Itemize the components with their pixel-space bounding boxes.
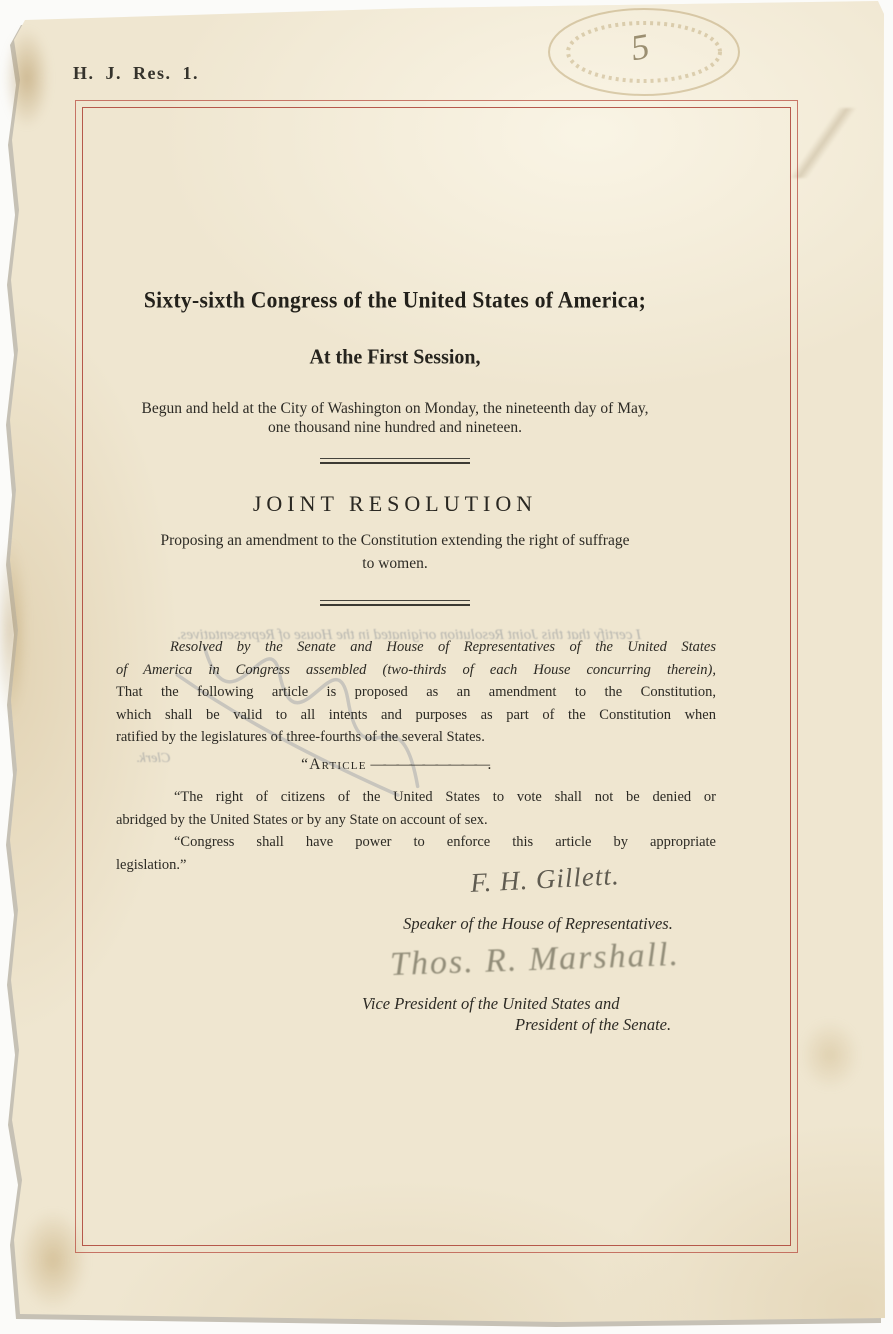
stamp-number: 5 (627, 25, 653, 69)
speaker-signature: F. H. Gillett. (469, 860, 621, 898)
vice-president-signature: Thos. R. Marshall. (389, 935, 681, 984)
enacting-line: which shall be valid to all intents and purposes as part of the Constitution when (116, 706, 716, 723)
bleedthrough-certification-text: I certify that this Joint Resolution originated in the House of Representatives. (176, 627, 642, 643)
divider (95, 600, 695, 606)
enacting-line: That the following article is proposed as an amendment to the Constitution, (116, 684, 716, 700)
vice-president-title-line: Vice President of the United States and (362, 994, 620, 1013)
convening-line: Begun and held at the City of Washington on Monday, the nineteenth day of May, (141, 400, 649, 417)
enforcement-line: legislation.” (116, 856, 187, 873)
purpose-line: to women. (362, 555, 428, 572)
amendment-text (116, 786, 716, 831)
convening-line: one thousand nine hundred and nineteen. (268, 419, 522, 436)
session-heading: At the First Session, (309, 345, 481, 369)
article-heading (95, 756, 695, 774)
vice-president-title-line: President of the Senate. (515, 1015, 672, 1034)
enacting-line: Resolved by the Senate and House of Representatives of the United States (170, 639, 716, 655)
enacting-line: of America in Congress assembled (two-thirds of each House concurring therein), (116, 661, 716, 678)
enforcement-line: “Congress shall have power to enforce this article by appropriate (174, 834, 716, 850)
resolution-purpose (95, 529, 695, 575)
bleedthrough-clerk-text: Clerk. (136, 751, 171, 766)
speaker-signature-title: Speaker of the House of Representatives. (403, 914, 673, 933)
congress-heading: Sixty-sixth Congress of the United States of America; (143, 287, 647, 313)
enacting-line: ratified by the legislatures of three-fourths of the several States. (116, 729, 485, 745)
divider (95, 458, 695, 464)
purpose-line: Proposing an amendment to the Constitution extending the right of suffrage (160, 532, 630, 549)
double-rule (320, 458, 470, 464)
enacting-clause (116, 636, 716, 749)
resolution-title: JOINT RESOLUTION (252, 491, 538, 516)
amendment-line: “The right of citizens of the United States to vote shall not be denied or (174, 789, 716, 805)
double-rule (320, 600, 470, 606)
archival-stamp (545, 6, 743, 98)
amendment-line: abridged by the United States or by any State on account of sex. (116, 811, 488, 828)
article-blank-rule: —————————. (370, 756, 489, 773)
convening-statement (95, 399, 695, 437)
article-label: “Article (301, 756, 367, 773)
doc-number: H. J. Res. 1. (73, 63, 199, 83)
